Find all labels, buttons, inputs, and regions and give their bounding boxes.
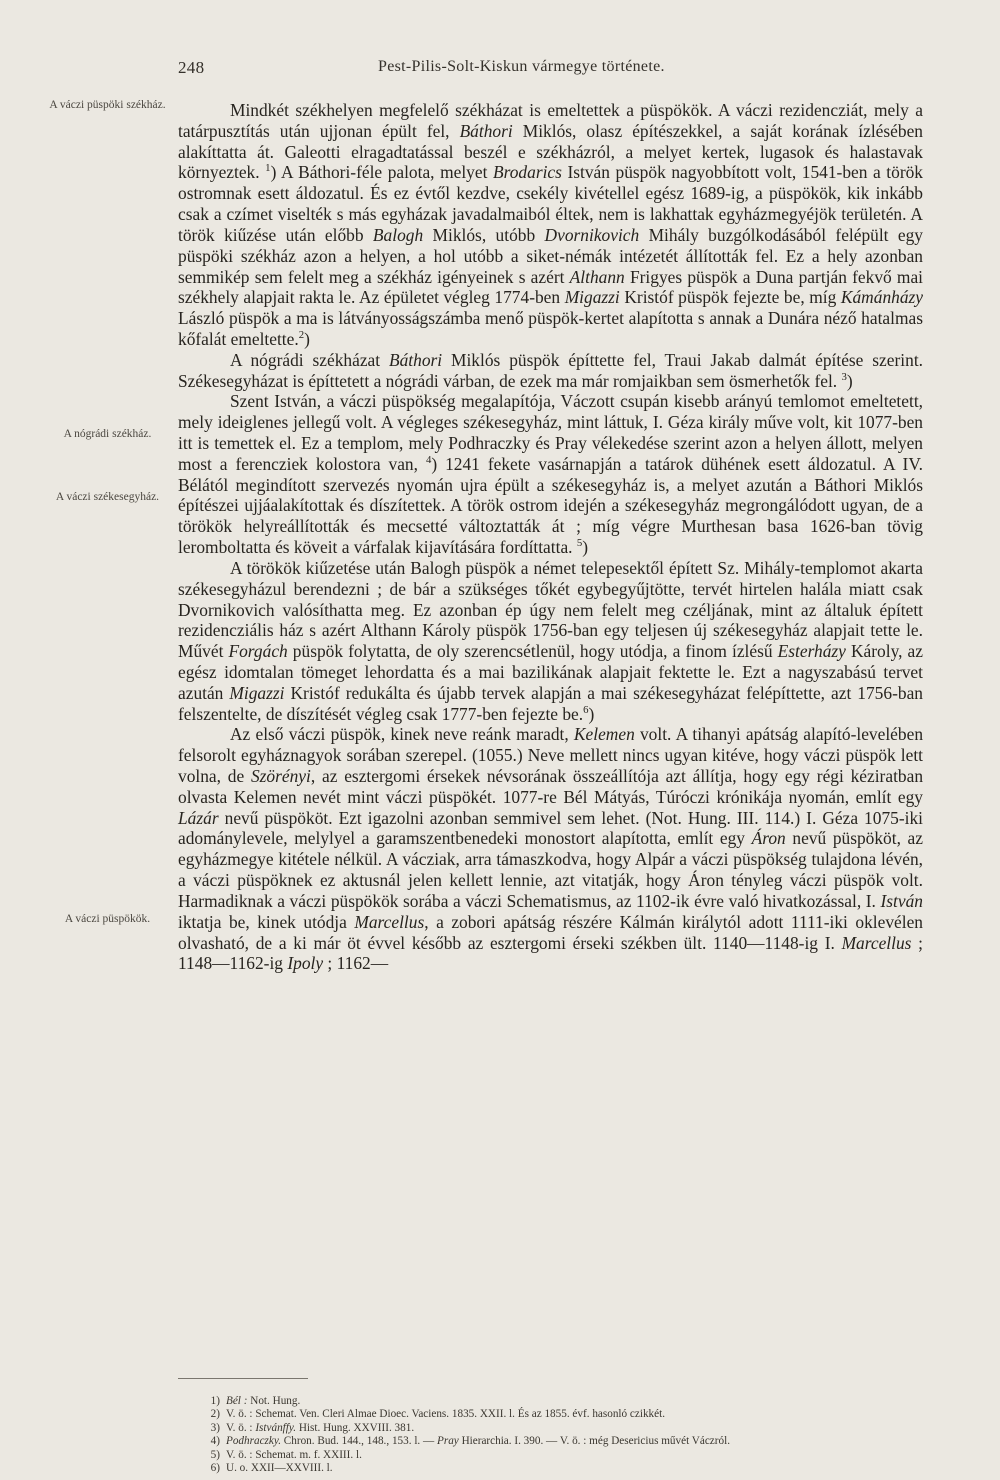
text-run: V. ö. : Schemat. Ven. Cleri Almae Dioec. Vaciens. 1835. XXII. l. És az 1855. évf. hasonló czikkét.: [226, 1408, 666, 1421]
text-run: Not. Hung.: [247, 1395, 301, 1407]
footnote-ref: 2: [298, 329, 305, 342]
footnote: [178, 1395, 923, 1408]
italic-run: Lázár: [178, 807, 219, 828]
text-run: ; 1162—: [323, 953, 389, 974]
text-run: Miklós, utóbb: [423, 224, 545, 245]
text-run: Károly, az egész idomtalan tömeget lehordatta és a mai bazilikának alapjait fektette le. Ezt a nagyszabású tervet azután: [178, 641, 923, 703]
footnote-number: 4): [210, 1435, 220, 1448]
italic-run: Althann: [569, 266, 625, 287]
footnote-number: 5): [210, 1448, 220, 1461]
text-run: püspök folytatta, de oly szerencsétlenül, hogy utódja, a finom ízlésű: [287, 641, 778, 662]
text-run: ): [846, 370, 853, 391]
running-title: Pest-Pilis-Solt-Kiskun vármegye története.: [378, 58, 665, 75]
footnote-ref: 3: [841, 370, 847, 383]
text-run: István püspök nagyobbított volt, 1541-ben a török ostromnak esett áldozatul. És ez évtől kezdve, csekély kivétellel egész 1689-ig, a püspökök, kik inkább csak a czímet viselték s más egyházak javadalmaiból éltek, nem is lakhattak egyházmegyéjök területén. A török kiűzése után előbb: [178, 162, 923, 245]
paragraph: [178, 558, 923, 725]
italic-run: Esterházy: [777, 641, 846, 662]
footnote-number: 1): [210, 1395, 220, 1407]
italic-run: Báthori: [388, 349, 443, 370]
footnote-divider: [178, 1378, 308, 1379]
text-run: nevű püspököt. Ezt igazolni azonban semmivel sem lehet. (Not. Hung. III. 114.) I. Géza 1075-iki adománylevele, melylyel a garamszentbenedeki monostort alapította, említ egy: [178, 807, 923, 849]
paragraph: [178, 391, 923, 558]
italic-run: Migazzi: [564, 287, 620, 308]
italic-run: Marcellus: [841, 932, 912, 953]
italic-run: Ipoly: [287, 953, 324, 974]
footnote: [178, 1435, 923, 1448]
italic-run: Migazzi: [229, 682, 285, 703]
text-run: Miklós püspök építtette fel, Traui Jakab dalmát építése szerint. Székesegyházat is építtetett a nógrádi várban, de ezek ma már romjaikban sem ösmerhetők fel.: [178, 349, 923, 391]
text-run: ) 1241 fekete vasárnapján a tatárok dühének esett áldozatul. A IV. Bélától megindított szervezés nyomán ujra épült a székesegyház is, a melyet azután a Báthori Miklós építészei ujjáalakítottak és díszítettek. A török ostrom idején a székesegyház megrongálódott ugyan, de a törökök helyreállították és mecsetté változtatták át ; míg végre Murthesan basa 1626-ban tövig leromboltatta és köveit a várfalak kijavítására fordíttatta.: [178, 453, 923, 558]
footnote-text: [226, 1422, 414, 1434]
text-run: volt. A tihanyi apátság alapító-levelében felsorolt egyháznagyok sorában szerepel. (1055.) Neve mellett nincs ugyan kitéve, hogy váczi püspök lett volna, de: [178, 724, 924, 786]
text-run: iktatja be, kinek utódja: [178, 911, 355, 932]
margin-note-vaczi-szekesegyhaz: A váczi székesegyház.: [55, 491, 160, 503]
text-run: Mindkét székhelyen megfelelő székházat is emeltettek a püspökök. A váczi rezidencziát, mely a tatárpusztítás után ujjonan épült fel,: [178, 100, 923, 141]
paragraph: [178, 724, 923, 974]
footnote: [178, 1449, 923, 1462]
italic-run: Forgách: [228, 641, 288, 662]
footnotes: [178, 1395, 923, 1475]
text-run: , a zobori apátság részére Kálmán királytól adott 1111-iki oklevélen olvasható, de a ki már öt évvel később az esztergomi érseki székben ült. 1140—1148-ig I.: [178, 911, 923, 953]
italic-run: István: [880, 890, 923, 911]
italic-run: Istvánffy.: [255, 1421, 297, 1434]
text-run: Chron. Bud. 144., 148., 153. l. —: [281, 1435, 438, 1448]
text-run: V. ö. :: [226, 1421, 256, 1434]
text-run: Hist. Hung. XXVIII. 381.: [296, 1421, 415, 1434]
footnote-ref: 4: [425, 454, 432, 467]
italic-run: Marcellus: [354, 911, 425, 932]
margin-note-vaczi-puspokok: A váczi püspökök.: [64, 913, 151, 925]
text-run: Kristóf püspök fejezte be, míg: [619, 287, 841, 308]
footnote-number: 2): [210, 1408, 220, 1421]
text-run: László püspök a ma is látványosságszámba menő püspök-kertet alapította s annak a Dunára néző hatalmas kőfalát emeltette.: [178, 308, 923, 349]
footnote-ref: 5: [576, 537, 583, 550]
footnote-text: [226, 1408, 665, 1420]
margin-note-nogradi-szekhaz: A nógrádi székház.: [63, 428, 152, 440]
footnote-text: [226, 1462, 333, 1474]
italic-run: Balogh: [372, 224, 424, 245]
text-run: Szent István, a váczi püspökség megalapítója, Váczott csupán kisebb arányú temlomot emeltetett, mely ideiglenes jellegű volt. A végleges székesegyház, mint láttuk, I. Géza király műve volt, kit 1077-ben itt is temettek el. Ez a templom, mely Podhraczky és Pray vélekedése szerint azon a helyen állott, melyen most a ferencziek kolostora van,: [178, 391, 923, 474]
text-run: ): [582, 537, 589, 558]
text-run: Hierarchia. I. 390. — V. ö. : még Desericius művét Váczról.: [458, 1435, 730, 1448]
italic-run: Szörényi: [250, 766, 311, 786]
footnote-text: [226, 1395, 300, 1407]
text-run: U. o. XXII—XXVIII. l.: [226, 1462, 333, 1475]
italic-run: Bél :: [226, 1395, 248, 1407]
running-head: [178, 58, 923, 82]
text-run: Kristóf redukálta és újabb tervek alapján a mai székesegyházat felépíttette, azt 1756-ban felszentelte, de díszítését végleg csak 1777-ben fejezte be.: [178, 682, 923, 724]
page-number: 248: [178, 58, 205, 77]
italic-run: Pray: [437, 1435, 459, 1448]
text-run: Frigyes püspök a Duna partján fekvő mai székhely alapjait rakta le. Az épületet végleg 1774-ben: [178, 266, 923, 308]
footnote-text: [226, 1449, 362, 1461]
italic-run: Kelemen: [573, 724, 635, 745]
footnote: [178, 1422, 923, 1435]
main-text: [178, 100, 923, 974]
text-run: A nógrádi székházat: [230, 349, 389, 370]
italic-run: Kámánházy: [840, 287, 924, 308]
italic-run: Dvornikovich: [544, 224, 640, 245]
text-run: Mihály buzgólkodásából felépült egy püspöki székház azon a helyen, a hol utóbb a siket-némák intézetét állították fel. Ez a hely azonban semmikép sem felelt meg a székház igényeinek s azért: [178, 224, 923, 287]
text-run: V. ö. : Schemat. m. f. XXIII. l.: [226, 1448, 362, 1461]
footnote-number: 3): [210, 1421, 220, 1434]
footnote: [178, 1462, 923, 1475]
italic-run: Áron: [751, 828, 786, 849]
text-run: A törökök kiűzetése után Balogh püspök a német telepesektől épített Sz. Mihály-templomot akarta székesegyházul berendezni ; de bár a szükséges tőkét egybegyűjtötte, tervét hirtelen halála miatt csak Dvornikovich valósíthatta meg. Ez azonban ép úgy nem felelt meg czéljának, mint az általuk épített rezidencziális ház s azért Althann Károly püspök 1756-ban egy teljesen új székesegyház alapjait tette le. Művét: [178, 557, 923, 662]
text-run: ): [304, 328, 310, 349]
footnote-ref: 1: [265, 162, 271, 175]
margin-note-vaczi-puspoki-szekhaz: A váczi püspöki székház.: [49, 99, 166, 111]
italic-run: Brodarics: [492, 162, 562, 183]
text-run: ) A Báthori-féle palota, melyet: [270, 162, 493, 183]
paragraph: [178, 100, 923, 350]
footnote-number: 6): [210, 1462, 220, 1475]
italic-run: Podhraczky.: [226, 1435, 281, 1448]
text-run: nevű püspököt, az egyházmegye kitétele nélkül. A vácziak, arra támaszkodva, hogy Alpár a váczi püspökség tulajdona lévén, a váczi püspöknek ez aktusnál jelen kellett lennie, azt vitatják, hogy Áron tényleg váczi püspök volt. Harmadiknak a váczi püspökök sorába a váczi Schematismus, az 1102-ik évre való hivatkozással, I.: [178, 828, 923, 911]
italic-run: Báthori: [459, 120, 513, 141]
footnote: [178, 1408, 923, 1421]
footnote-text: [226, 1435, 730, 1447]
footnote-ref: 6: [583, 703, 589, 716]
text-run: ; 1148—1162-ig: [178, 932, 923, 974]
paragraph: [178, 350, 923, 392]
text-run: Az első váczi püspök, kinek neve reánk maradt,: [230, 724, 574, 745]
text-run: , az esztergomi érsekek névsorának összeállítója azt állítja, hogy egy régi kéziratban olvasta Kelemen nevét mint váczi püspökét. 1077-re Bél Mátyás, Túróczi krónikája nyomán, említ egy: [178, 766, 924, 807]
text-run: ): [588, 703, 595, 724]
text-run: Miklós, olasz építészekkel, a saját korának ízlésében alakíttatta át. Galeotti elragadtatással beszél e székházról, a melyet kertek, lugasok és halastavak környeztek.: [178, 120, 923, 183]
